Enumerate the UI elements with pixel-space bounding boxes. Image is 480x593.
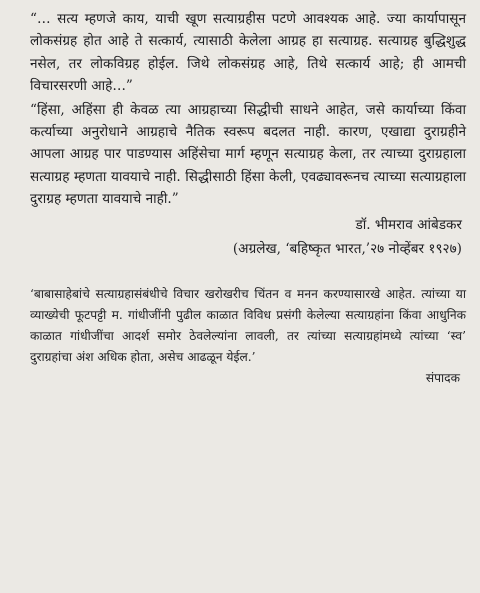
quote-source: (अग्रलेख, ‘बहिष्कृत भारत,’२७ नोव्हेंबर १९२७) xyxy=(232,240,462,257)
quote-block xyxy=(30,8,466,211)
editor-signature: संपादक xyxy=(425,370,460,385)
quote-author: डॉ. भीमराव आंबेडकर xyxy=(355,216,462,233)
quote-paragraph-2: “हिंसा, अहिंसा ही केवळ त्या आग्रहाच्या सिद्धीची साधने आहेत, जसे कार्याच्या किंवा कर्त्याच्या अनुरोधाने आग्रहाचे नैतिक स्वरूप बदलत नाही. कारण, एखाद्या दुराग्रहीने आपला आग्रह पार पाडण्यास अहिंसेचा मार्ग म्हणून सत्याग्रह केला, तर त्याच्या दुराग्रहाला सत्याग्रह म्हणता यावयाचे नाही. सिद्धीसाठी हिंसा केली, एवढ्यावरूनच त्याच्या सत्याग्रहाला दुराग्रह म्हणता यावयाचे नाही.” xyxy=(30,101,466,208)
quote-paragraph-1: “… सत्य म्हणजे काय, याची खूण सत्याग्रहीस पटणे आवश्यक आहे. ज्या कार्यापासून लोकसंग्रह होत आहे ते सत्कार्य, त्यासाठी केलेला आग्रह हा सत्याग्रह. सत्याग्रह बुद्धिशुद्ध नसेल, तर लोकविग्रह होईल. जिथे लोकसंग्रह आहे, तिथे सत्कार्य आहे; ही आमची विचारसरणी आहे…” xyxy=(30,11,466,95)
editorial-note: ‘बाबासाहेबांचे सत्याग्रहासंबंधीचे विचार खरोखरीच चिंतन व मनन करण्यासारखे आहेत. त्यांच्या या व्याख्येची फूटपट्टी म. गांधीजींनी पुढील काळात विविध प्रसंगी केलेल्या सत्याग्रहांना किंवा आधुनिक काळात गांधीजींचा आदर्श समोर ठेवलेल्यांना लावली, तर त्यांच्या सत्याग्रहांमध्ये त्यांच्या ‘स्व’ दुराग्रहांचा अंश अधिक होता, असेच आढळून येईल.’ xyxy=(30,286,466,364)
